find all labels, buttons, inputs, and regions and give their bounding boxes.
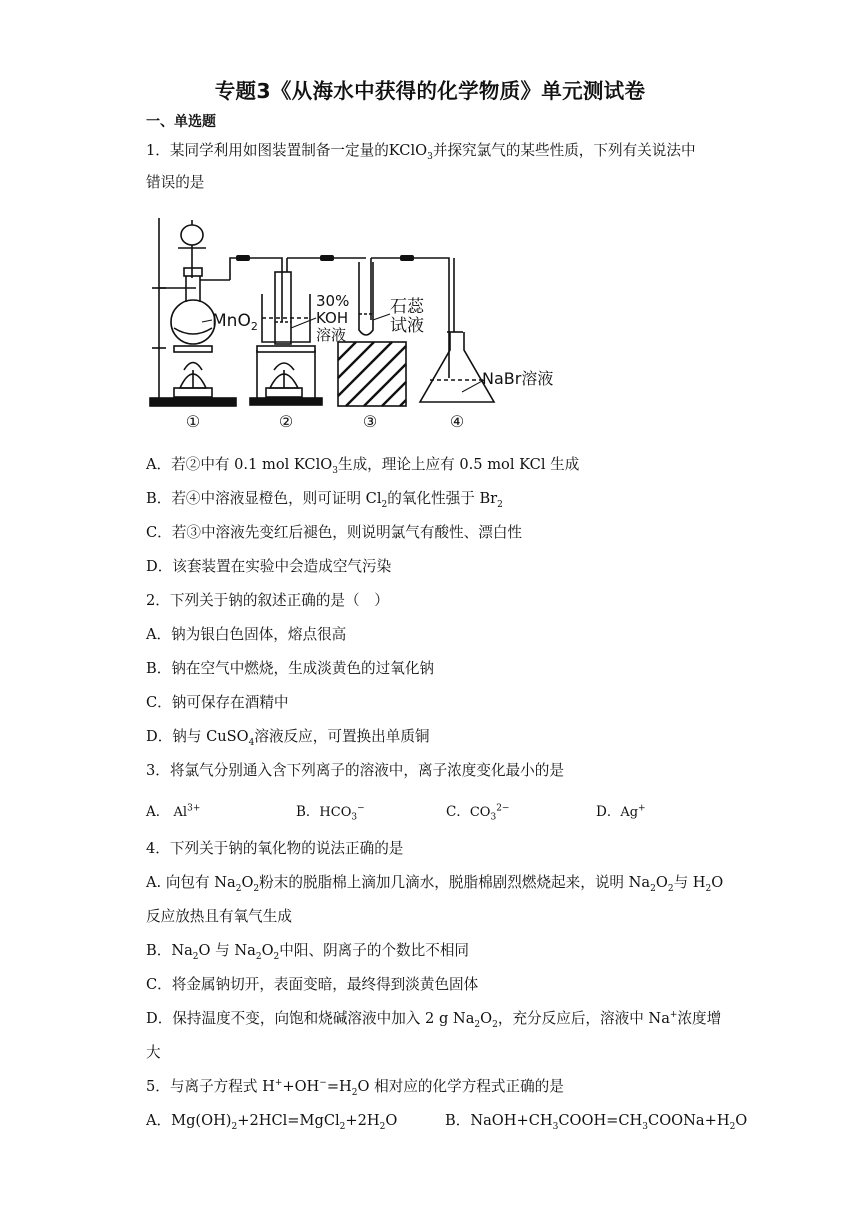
q3-option-c: C．$CO_3^{2-}$ [446, 803, 510, 823]
label-nabr: NaBr溶液 [482, 369, 554, 388]
label-koh-solution: 溶液 [316, 326, 347, 344]
q2-stem: 2．下列关于钠的叙述正确的是（ ） [146, 592, 389, 609]
q5-stem: 5．与离子方程式 $H^++OH^-=H_2O$ 相对应的化学方程式正确的是 [146, 1078, 564, 1098]
label-mno2: MnO$_2$ [212, 311, 258, 333]
label-apparatus-3: ③ [362, 412, 378, 431]
q2-option-a: A．钠为银白色固体，熔点很高 [146, 626, 347, 643]
label-litmus: 石蕊 [390, 297, 424, 317]
apparatus-diagram [144, 210, 576, 435]
q2-option-c: C．钠可保存在酒精中 [146, 694, 289, 711]
q3-stem: 3．将氯气分别通入含下列离子的溶液中，离子浓度变化最小的是 [146, 762, 564, 779]
q1-option-c: C．若③中溶液先变红后褪色，则说明氯气有酸性、漂白性 [146, 524, 523, 541]
q4-option-a-line2: 反应放热且有氧气生成 [146, 908, 292, 925]
q4-option-d: D．保持温度不变，向饱和烧碱溶液中加入 2 g $Na_2O_2$，充分反应后，溶液中 Na+浓度增 [146, 1010, 722, 1030]
section-heading: 一、单选题 [146, 114, 216, 130]
q3-option-a: A． $Al^{3+}$ [146, 803, 201, 820]
q4-option-c: C．将金属钠切开，表面变暗，最终得到淡黄色固体 [146, 976, 479, 993]
page-title: 专题3《从海水中获得的化学物质》单元测试卷 [214, 79, 646, 103]
q2-option-b: B．钠在空气中燃烧，生成淡黄色的过氧化钠 [146, 660, 435, 677]
q5-option-a: A．$Mg(OH)_2+2HCl=MgCl_2+2H_2O$ [146, 1112, 398, 1132]
q1-option-d: D．该套装置在实验中会造成空气污染 [146, 558, 392, 575]
label-apparatus-1: ① [185, 412, 201, 431]
q1-option-b: B．若④中溶液显橙色，则可证明 $Cl_2$的氧化性强于 $Br_2$ [146, 490, 503, 510]
q4-option-b: B．$Na_2O$ 与 $Na_2O_2$中阳、阴离子的个数比不相同 [146, 942, 470, 962]
q1-stem: 1．某同学利用如图装置制备一定量的KClO$_3$并探究氯气的某些性质，下列有关说法中 [146, 142, 696, 162]
apparatus-figure [144, 210, 576, 435]
q4-option-a: A. 向包有 $Na_2O_2$粉末的脱脂棉上滴加几滴水，脱脂棉剧烈燃烧起来，说明 $Na_2O_2$与 $H_2O$ [146, 874, 724, 894]
q3-option-b: B．$HCO_3^-$ [296, 803, 365, 823]
label-apparatus-2: ② [278, 412, 294, 431]
q1-stem-line2: 错误的是 [146, 174, 205, 191]
q2-option-d: D．钠与 CuSO$_4$溶液反应，可置换出单质铜 [146, 728, 430, 748]
label-koh: KOH [316, 309, 349, 327]
label-litmus-solution: 试液 [390, 316, 424, 336]
q1-option-a: A．若②中有 0.1 mol KClO$_3$生成，理论上应有 0.5 mol KCl 生成 [146, 456, 580, 476]
label-apparatus-4: ④ [449, 412, 465, 431]
q3-option-d: D．Ag+ [596, 803, 646, 820]
q4-stem: 4．下列关于钠的氧化物的说法正确的是 [146, 840, 404, 857]
q5-option-b: B．$NaOH+CH_3COOH=CH_3COONa+H_2O$ [445, 1112, 748, 1132]
q4-option-d-line2: 大 [146, 1044, 161, 1061]
label-koh-percent: 30% [316, 292, 350, 310]
